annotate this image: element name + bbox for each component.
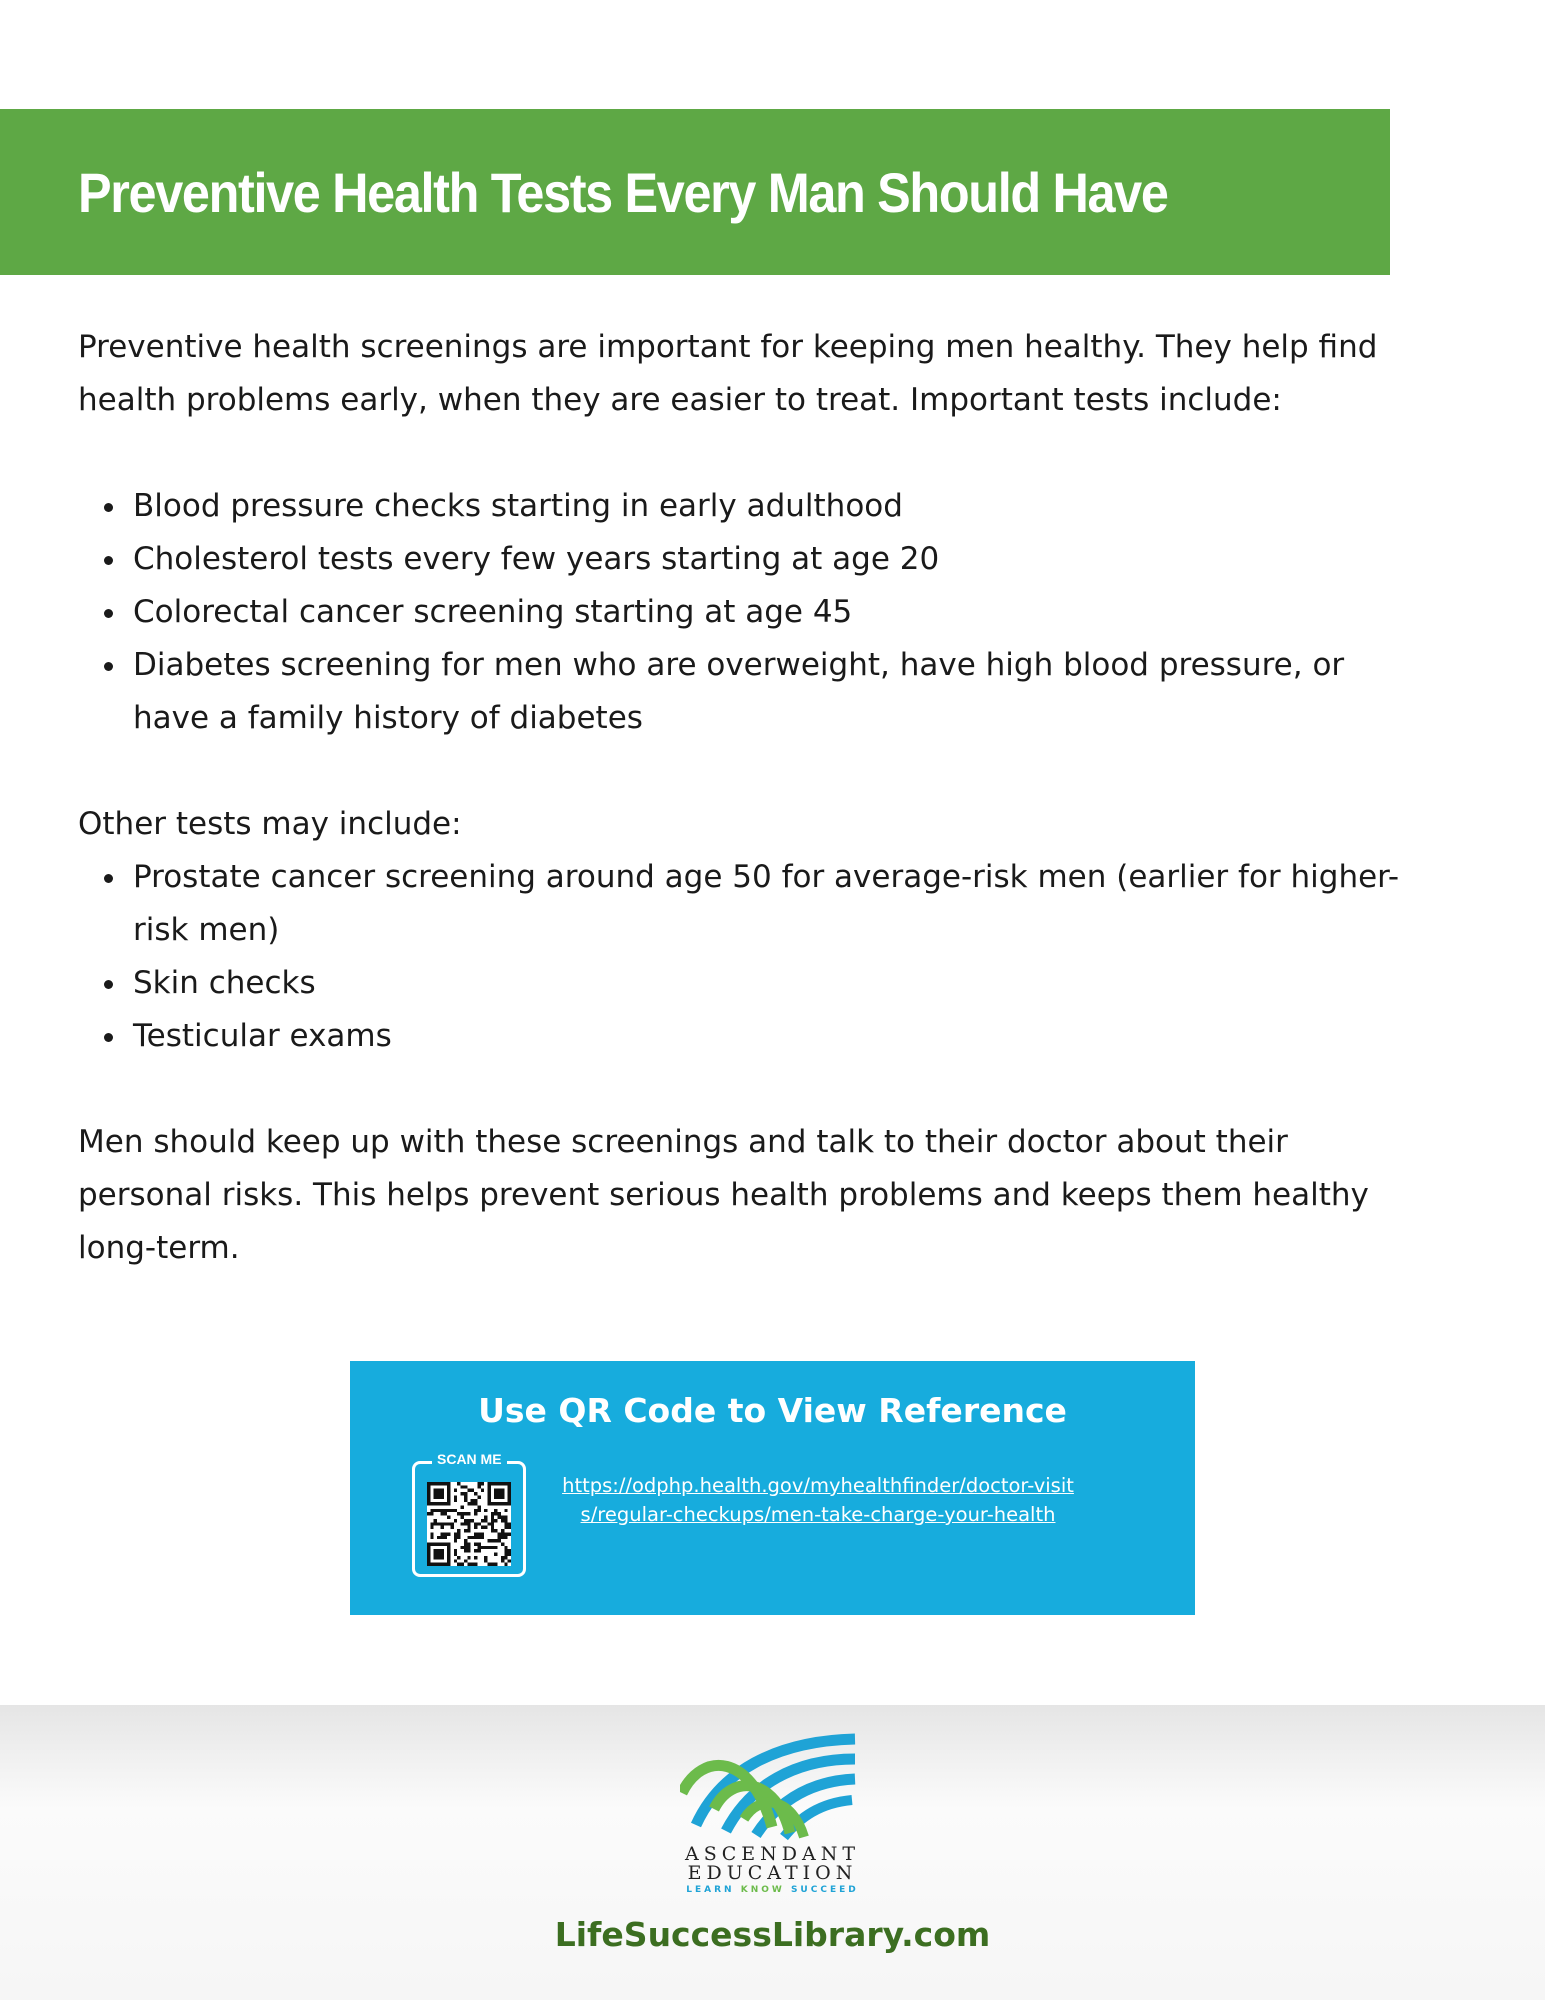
reference-heading: Use QR Code to View Reference [478, 1391, 1067, 1430]
qr-code-icon[interactable] [427, 1482, 511, 1566]
important-test-item: Cholesterol tests every few years starting at age 20 [78, 533, 1423, 586]
other-test-item: Prostate cancer screening around age 50 for average-risk men (earlier for higher-risk men) [78, 851, 1423, 957]
closing-paragraph: Men should keep up with these screenings and talk to their doctor about their personal risks. This helps prevent serious health problems and keeps them healthy long-term. [78, 1124, 1369, 1266]
scan-me-label: SCAN ME [432, 1450, 507, 1468]
other-test-item: Skin checks [78, 957, 1423, 1010]
important-tests-list [78, 480, 1423, 745]
logo-tagline [680, 1884, 865, 1896]
important-test-item: Diabetes screening for men who are overweight, have high blood pressure, or have a family history of diabetes [78, 639, 1423, 745]
other-tests-heading: Other tests may include: [78, 806, 462, 842]
title-band [0, 109, 1390, 275]
important-test-item: Colorectal cancer screening starting at age 45 [78, 586, 1423, 639]
arches-logo-icon [680, 1727, 865, 1842]
footer [0, 1705, 1545, 2000]
reference-link[interactable]: https://odphp.health.gov/myhealthfinder/doctor-visits/regular-checkups/men-take-charge-your-health [562, 1474, 1074, 1526]
article-body [78, 321, 1423, 1275]
tagline-learn: LEARN [686, 1885, 735, 1895]
other-tests-list [78, 851, 1423, 1063]
qr-frame[interactable] [412, 1451, 526, 1577]
reference-box [350, 1361, 1195, 1615]
logo-text-ascendant: ASCENDANT [684, 1843, 861, 1865]
ascendant-education-logo [680, 1727, 865, 1902]
logo-text-education: EDUCATION [687, 1862, 858, 1884]
tagline-know: KNOW [740, 1885, 785, 1895]
important-test-item: Blood pressure checks starting in early adulthood [78, 480, 1423, 533]
site-link[interactable]: LifeSuccessLibrary.com [554, 1915, 991, 1954]
other-test-item: Testicular exams [78, 1010, 1423, 1063]
tagline-succeed: SUCCEED [790, 1885, 859, 1895]
page-title: Preventive Health Tests Every Man Should Have [78, 160, 1168, 224]
intro-paragraph: Preventive health screenings are important for keeping men healthy. They help find health problems early, when they are easier to treat. Important tests include: [78, 329, 1378, 418]
